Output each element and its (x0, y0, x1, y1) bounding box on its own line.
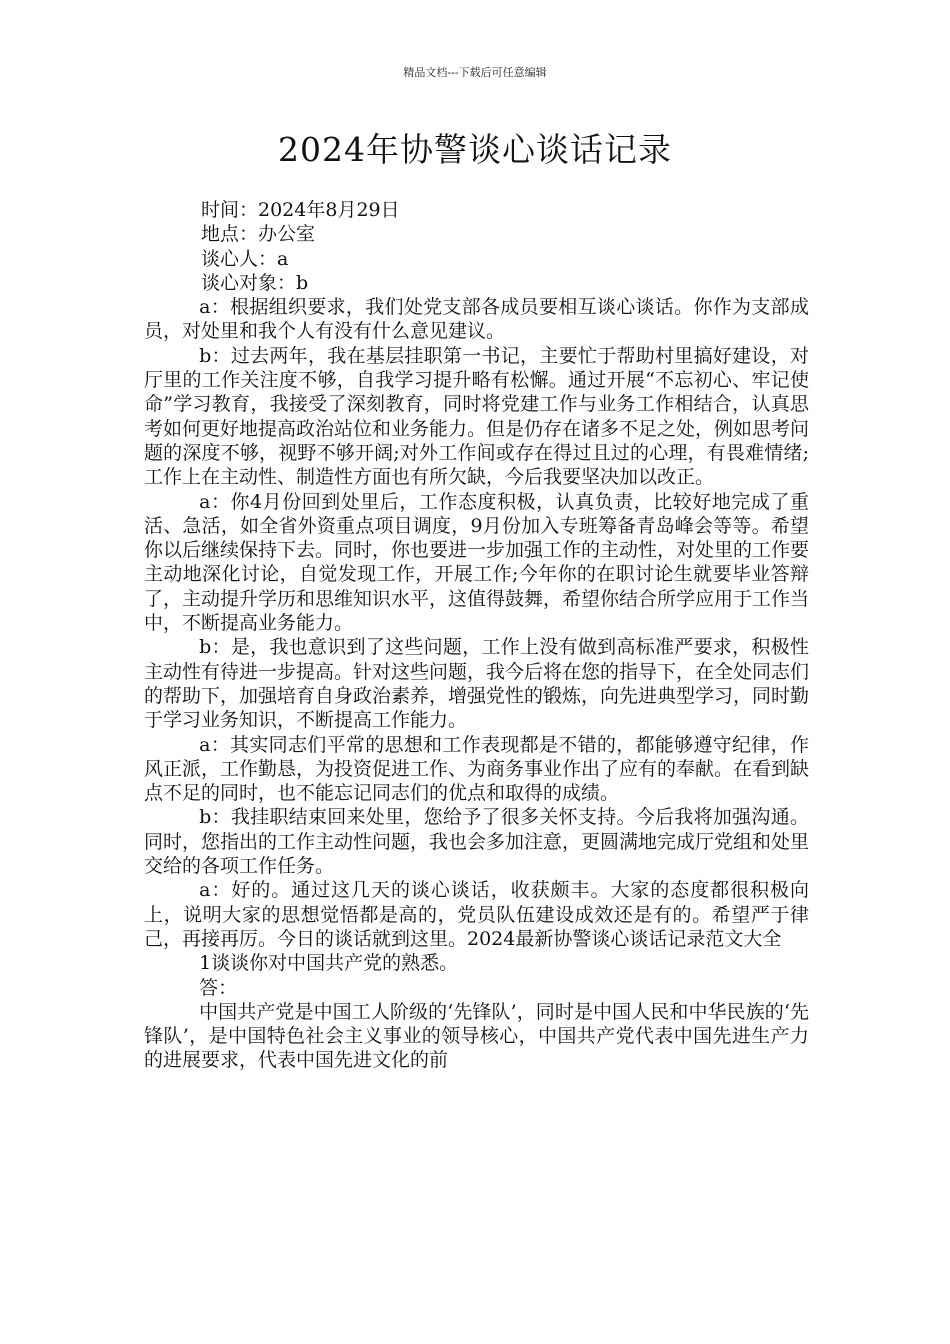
meta-location: 地点：办公室 (201, 223, 316, 246)
paragraph: b：过去两年，我在基层挂职第一书记，主要忙于帮助村里搞好建设，对厅里的工作关注度不够，自我学习提升略有松懈。通过开展“不忘初心、牢记使命”学习教育，我接受了深刻教育，同时将党建工作与业务工作相结合，认真思考如何更好地提高政治站位和业务能力。但是仍存在诸多不足之处，例如思考问题的深度不够，视野不够开阔;对外工作间或存在得过且过的心理，有畏难情绪;工作上在主动性、制造性方面也有所欠缺，今后我要坚决加以改正。 (144, 344, 810, 489)
paragraph: b：是，我也意识到了这些问题，工作上没有做到高标准严要求，积极性主动性有待进一步提高。针对这些问题，我今后将在您的指导下，在全处同志们的帮助下，加强培育自身政治素养，增强党性的锻炼，向先进典型学习，同时勤于学习业务知识，不断提高工作能力。 (144, 636, 810, 732)
meta-speaker: 谈心人：a (201, 247, 289, 270)
paragraph: a：你4月份回到处里后，工作态度积极，认真负责，比较好地完成了重活、急活，如全省外资重点项目调度，9月份加入专班筹备青岛峰会等等。希望你以后继续保持下去。同时，你也要进一步加强工作的主动性，对处里的工作要主动地深化讨论，自觉发现工作，开展工作;今年你的在职讨论生就要毕业答辩了，主动提升学历和思维知识水平，这值得鼓舞，希望你结合所学应用于工作当中，不断提高业务能力。 (144, 490, 810, 635)
document-body (144, 198, 809, 1073)
page-header: 精品文档---下载后可任意编辑 (403, 66, 547, 79)
paragraph: b：我挂职结束回来处里，您给予了很多关怀支持。今后我将加强沟通。同时，您指出的工作主动性问题，我也会多加注意，更圆满地完成厅党组和处里交给的各项工作任务。 (144, 806, 810, 878)
document-title: 2024年协警谈心谈话记录 (278, 130, 672, 169)
paragraph: a：好的。通过这几天的谈心谈话，收获颇丰。大家的态度都很积极向上，说明大家的思想觉悟都是高的，党员队伍建设成效还是有的。希望严于律己，再接再厉。今日的谈话就到这里。2024最新协警谈心谈话记录范文大全 (144, 879, 809, 950)
paragraph: 中国共产党是中国工人阶级的‘先锋队’，同时是中国人民和中华民族的‘先锋队’，是中国特色社会主义事业的领导核心，中国共产党代表中国先进生产力的进展要求，代表中国先进文化的前 (144, 1000, 809, 1072)
answer-label: 答： (199, 976, 238, 999)
meta-time: 时间：2024年8月29日 (201, 199, 400, 221)
question: 1谈谈你对中国共产党的熟悉。 (199, 952, 459, 975)
meta-subject: 谈心对象：b (201, 271, 309, 294)
paragraph: a：其实同志们平常的思想和工作表现都是不错的，都能够遵守纪律，作风正派，工作勤恳，为投资促进工作、为商务事业作出了应有的奉献。在看到缺点不足的同时，也不能忘记同志们的优点和取得的成绩。 (144, 733, 810, 805)
paragraph: a：根据组织要求，我们处党支部各成员要相互谈心谈话。你作为支部成员，对处里和我个人有没有什么意见建议。 (144, 296, 809, 343)
